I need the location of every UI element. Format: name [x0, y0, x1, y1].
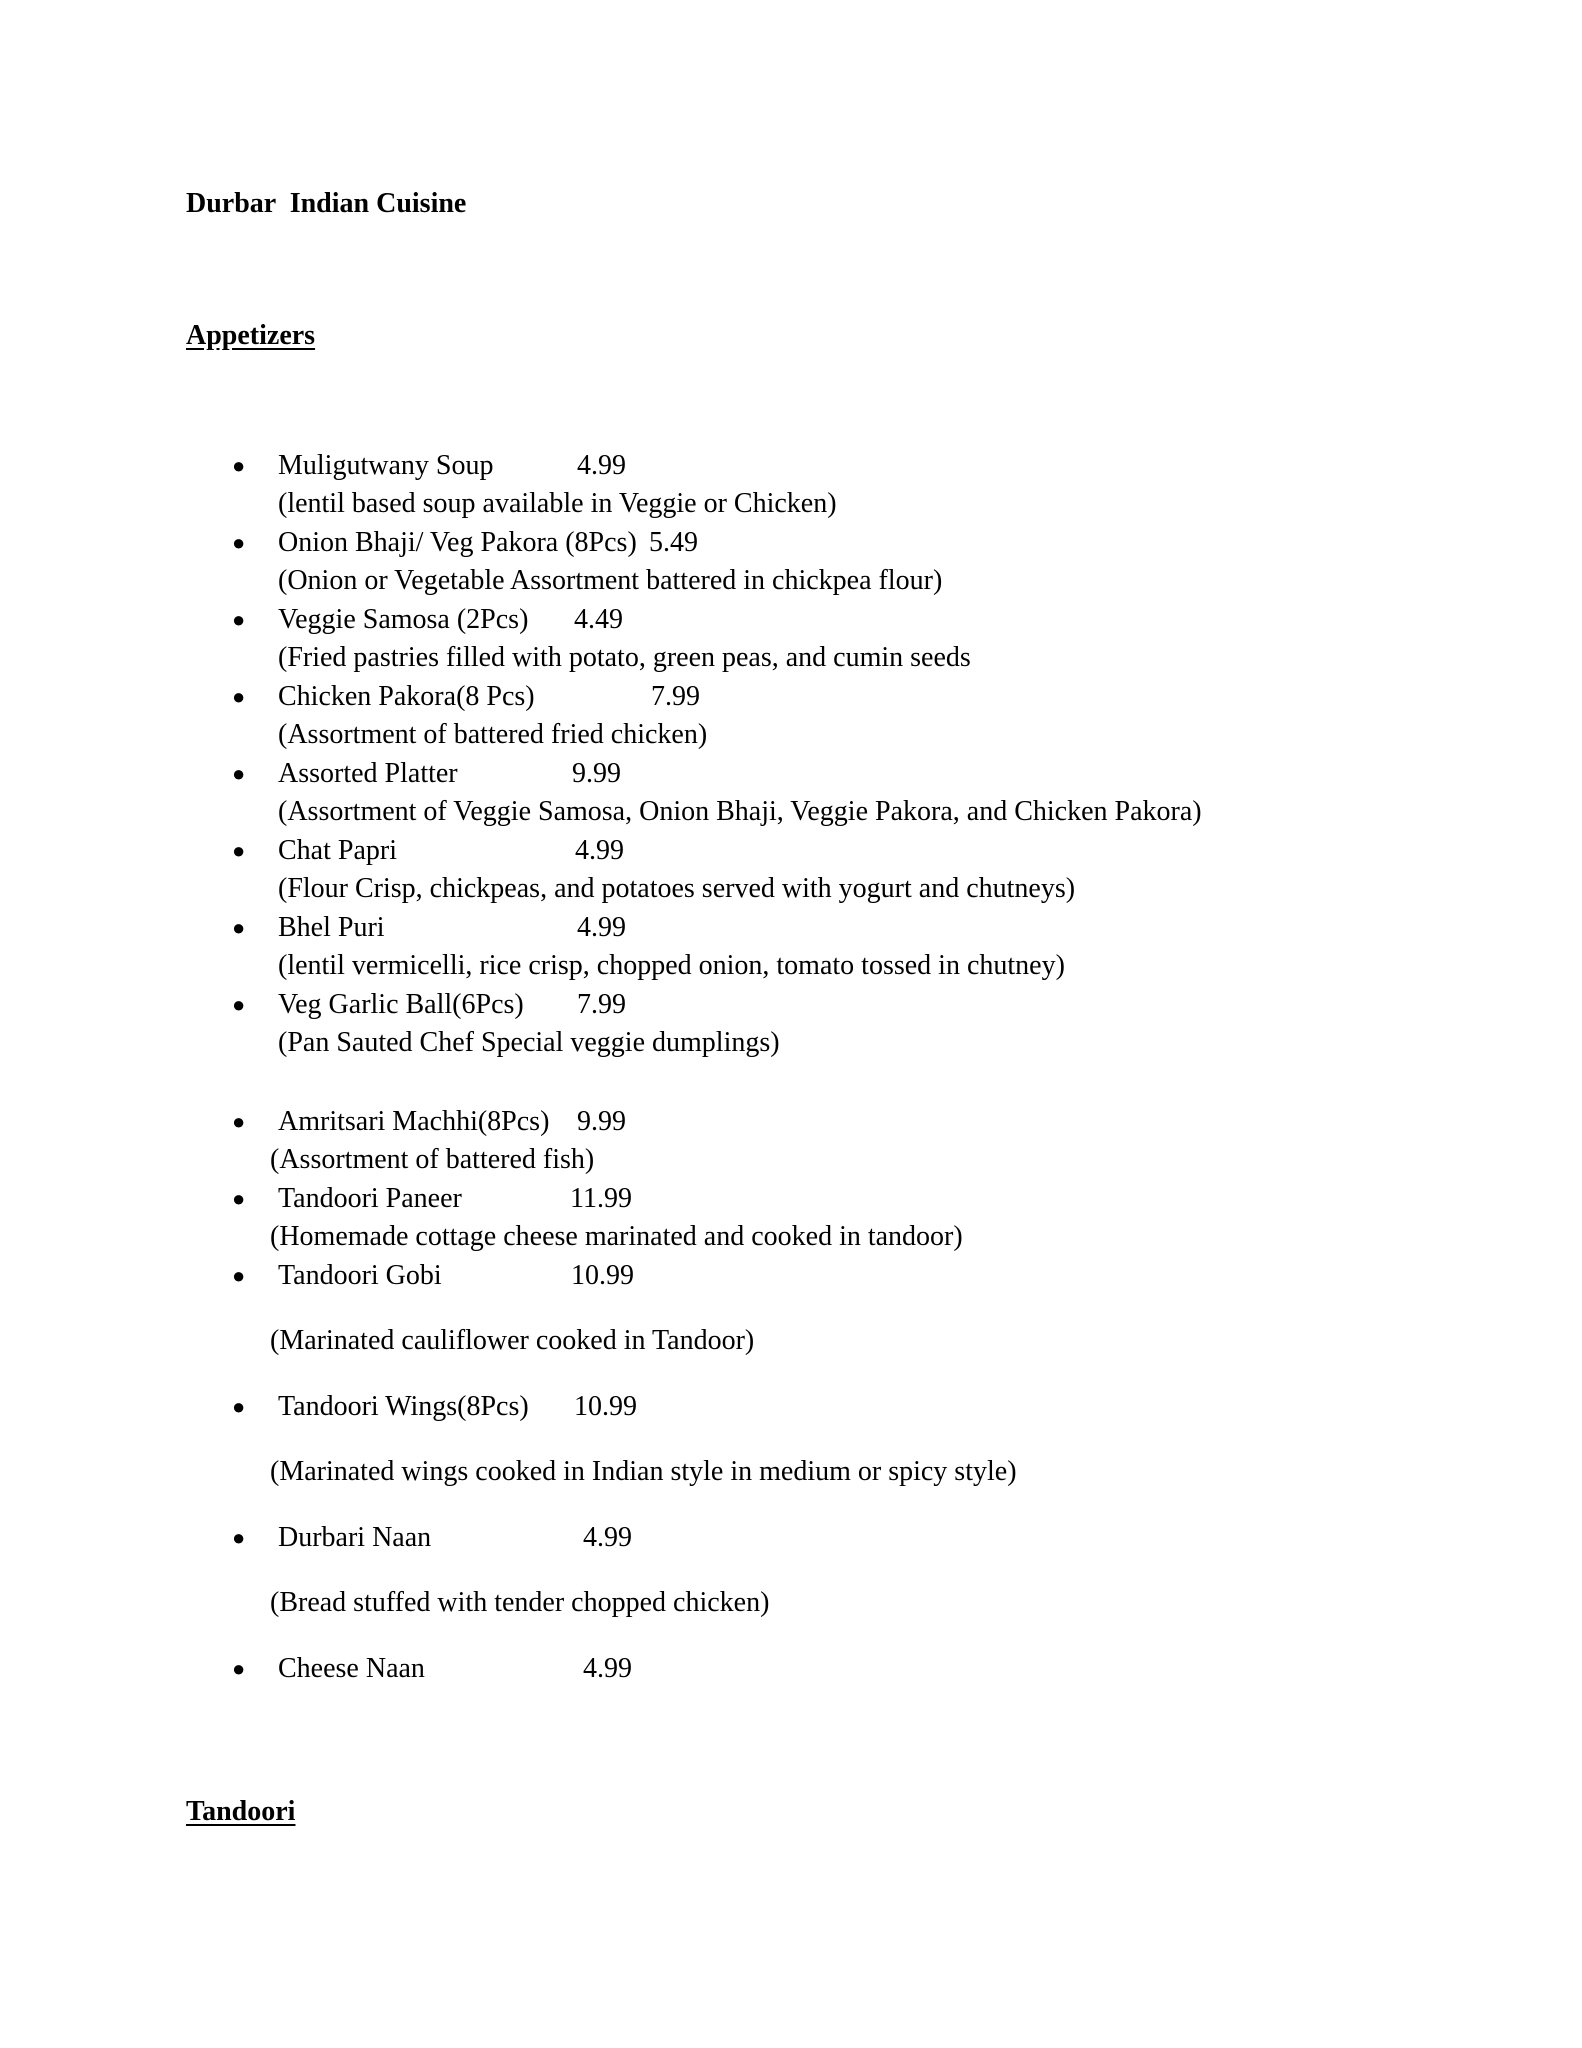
item-description: (Assortment of battered fish) [270, 1144, 595, 1175]
bullet-icon: ● [232, 838, 246, 863]
bullet-icon: ● [232, 992, 246, 1017]
item-description: (lentil based soup available in Veggie or Chicken) [278, 488, 837, 519]
item-price: 10.99 [574, 1391, 637, 1422]
item-price: 4.99 [583, 1522, 632, 1553]
item-price: 4.99 [575, 835, 624, 866]
item-description: (Marinated cauliflower cooked in Tandoor) [270, 1325, 755, 1356]
item-name: Veg Garlic Ball(6Pcs) [278, 989, 524, 1020]
bullet-icon: ● [232, 530, 246, 555]
item-name: Muligutwany Soup [278, 450, 494, 481]
restaurant-title: Durbar Indian Cuisine [186, 188, 467, 219]
item-description: (Pan Sauted Chef Special veggie dumplings) [278, 1027, 780, 1058]
item-name: Assorted Platter [278, 758, 458, 789]
item-price: 4.99 [577, 912, 626, 943]
item-name: Tandoori Paneer [278, 1183, 462, 1214]
bullet-icon: ● [232, 1656, 246, 1681]
item-price: 7.99 [651, 681, 700, 712]
bullet-icon: ● [232, 1263, 246, 1288]
item-price: 4.99 [577, 450, 626, 481]
item-name: Veggie Samosa (2Pcs) [278, 604, 529, 635]
bullet-icon: ● [232, 684, 246, 709]
item-description: (Homemade cottage cheese marinated and cooked in tandoor) [270, 1221, 963, 1252]
bullet-icon: ● [232, 1525, 246, 1550]
item-description: (Marinated wings cooked in Indian style in medium or spicy style) [270, 1456, 1017, 1487]
bullet-icon: ● [232, 607, 246, 632]
item-name: Cheese Naan [278, 1653, 425, 1684]
item-description: (Assortment of Veggie Samosa, Onion Bhaji, Veggie Pakora, and Chicken Pakora) [278, 796, 1202, 827]
bullet-icon: ● [232, 915, 246, 940]
item-description: (Flour Crisp, chickpeas, and potatoes served with yogurt and chutneys) [278, 873, 1076, 904]
item-description: (Fried pastries filled with potato, green peas, and cumin seeds [278, 642, 971, 673]
bullet-icon: ● [232, 1186, 246, 1211]
bullet-icon: ● [232, 1394, 246, 1419]
item-price: 5.49 [649, 527, 698, 558]
item-description: (Bread stuffed with tender chopped chicken) [270, 1587, 770, 1618]
item-name: Onion Bhaji/ Veg Pakora (8Pcs) [278, 527, 637, 558]
section-heading-tandoori: Tandoori [186, 1796, 296, 1827]
item-price: 11.99 [570, 1183, 632, 1214]
item-name: Tandoori Wings(8Pcs) [278, 1391, 529, 1422]
section-heading-appetizers: Appetizers [186, 320, 316, 351]
item-price: 7.99 [577, 989, 626, 1020]
item-price: 4.49 [574, 604, 623, 635]
bullet-icon: ● [232, 1109, 246, 1134]
item-name: Bhel Puri [278, 912, 385, 943]
item-name: Durbari Naan [278, 1522, 432, 1553]
item-description: (lentil vermicelli, rice crisp, chopped onion, tomato tossed in chutney) [278, 950, 1065, 981]
item-price: 10.99 [571, 1260, 634, 1291]
bullet-icon: ● [232, 761, 246, 786]
item-name: Chat Papri [278, 835, 397, 866]
item-price: 9.99 [572, 758, 621, 789]
item-description: (Assortment of battered fried chicken) [278, 719, 708, 750]
item-description: (Onion or Vegetable Assortment battered in chickpea flour) [278, 565, 943, 596]
bullet-icon: ● [232, 453, 246, 478]
item-name: Tandoori Gobi [278, 1260, 442, 1291]
item-price: 4.99 [583, 1653, 632, 1684]
item-name: Amritsari Machhi(8Pcs) [278, 1106, 550, 1137]
item-name: Chicken Pakora(8 Pcs) [278, 681, 535, 712]
item-price: 9.99 [577, 1106, 626, 1137]
